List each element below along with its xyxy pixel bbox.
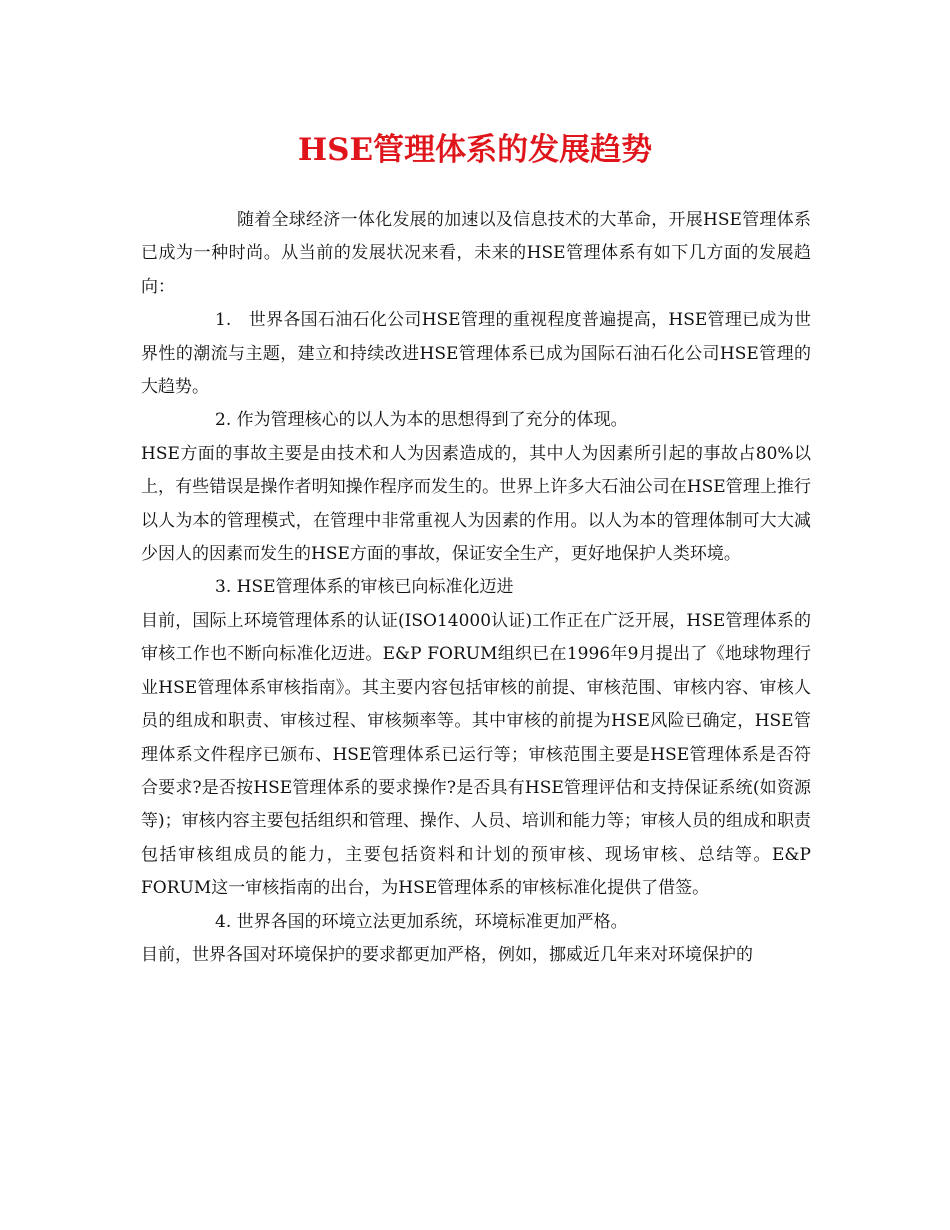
document-body xyxy=(141,204,811,972)
point-4-heading: 4. 世界各国的环境立法更加系统，环境标准更加严格。 xyxy=(215,911,628,932)
point-1-paragraph: 1. 世界各国石油石化公司HSE管理的重视程度普遍提高，HSE管理已成为世界性的潮流与主题，建立和持续改进HSE管理体系已成为国际石油石化公司HSE管理的大趋势。 xyxy=(141,310,811,398)
intro-paragraph: 随着全球经济一体化发展的加速以及信息技术的大革命，开展HSE管理体系已成为一种时尚。从当前的发展状况来看，未来的HSE管理体系有如下几方面的发展趋向： xyxy=(141,210,811,297)
point-3-heading: 3. HSE管理体系的审核已向标准化迈进 xyxy=(215,577,514,598)
point-3-body: 目前，国际上环境管理体系的认证(ISO14000认证)工作正在广泛开展，HSE管理体系的审核工作也不断向标准化迈进。E&P FORUM组织已在1996年9月提出了《地球物理行业HSE管理体系审核指南》。其主要内容包括审核的前提、审核范围、审核内容、审核人员的组成和职责、审核过程、审核频率等。其中审核的前提为HSE风险已确定，HSE管理体系文件程序已颁布、HSE管理体系已运行等；审核范围主要是HSE管理体系是否符合要求?是否按HSE管理体系的要求操作?是否具有HSE管理评估和支持保证系统(如资源等)；审核内容主要包括组织和管理、操作、人员、培训和能力等；审核人员的组成和职责包括审核组成员的能力，主要包括资料和计划的预审核、现场审核、总结等。E&P FORUM这一审核指南的出台，为HSE管理体系的审核标准化提供了借签。 xyxy=(141,610,811,899)
point-2-body: HSE方面的事故主要是由技术和人为因素造成的，其中人为因素所引起的事故占80%以上，有些错误是操作者明知操作程序而发生的。世界上许多大石油公司在HSE管理上推行以人为本的管理模式，在管理中非常重视人为因素的作用。以人为本的管理体制可大大减少因人的因素而发生的HSE方面的事故，保证安全生产，更好地保护人类环境。 xyxy=(141,443,811,565)
point-2-heading: 2. 作为管理核心的以人为本的思想得到了充分的体现。 xyxy=(215,410,628,431)
document-title: HSE管理体系的发展趋势 xyxy=(297,132,653,168)
point-4-body: 目前，世界各国对环境保护的要求都更加严格，例如，挪威近几年来对环境保护的 xyxy=(141,944,753,965)
